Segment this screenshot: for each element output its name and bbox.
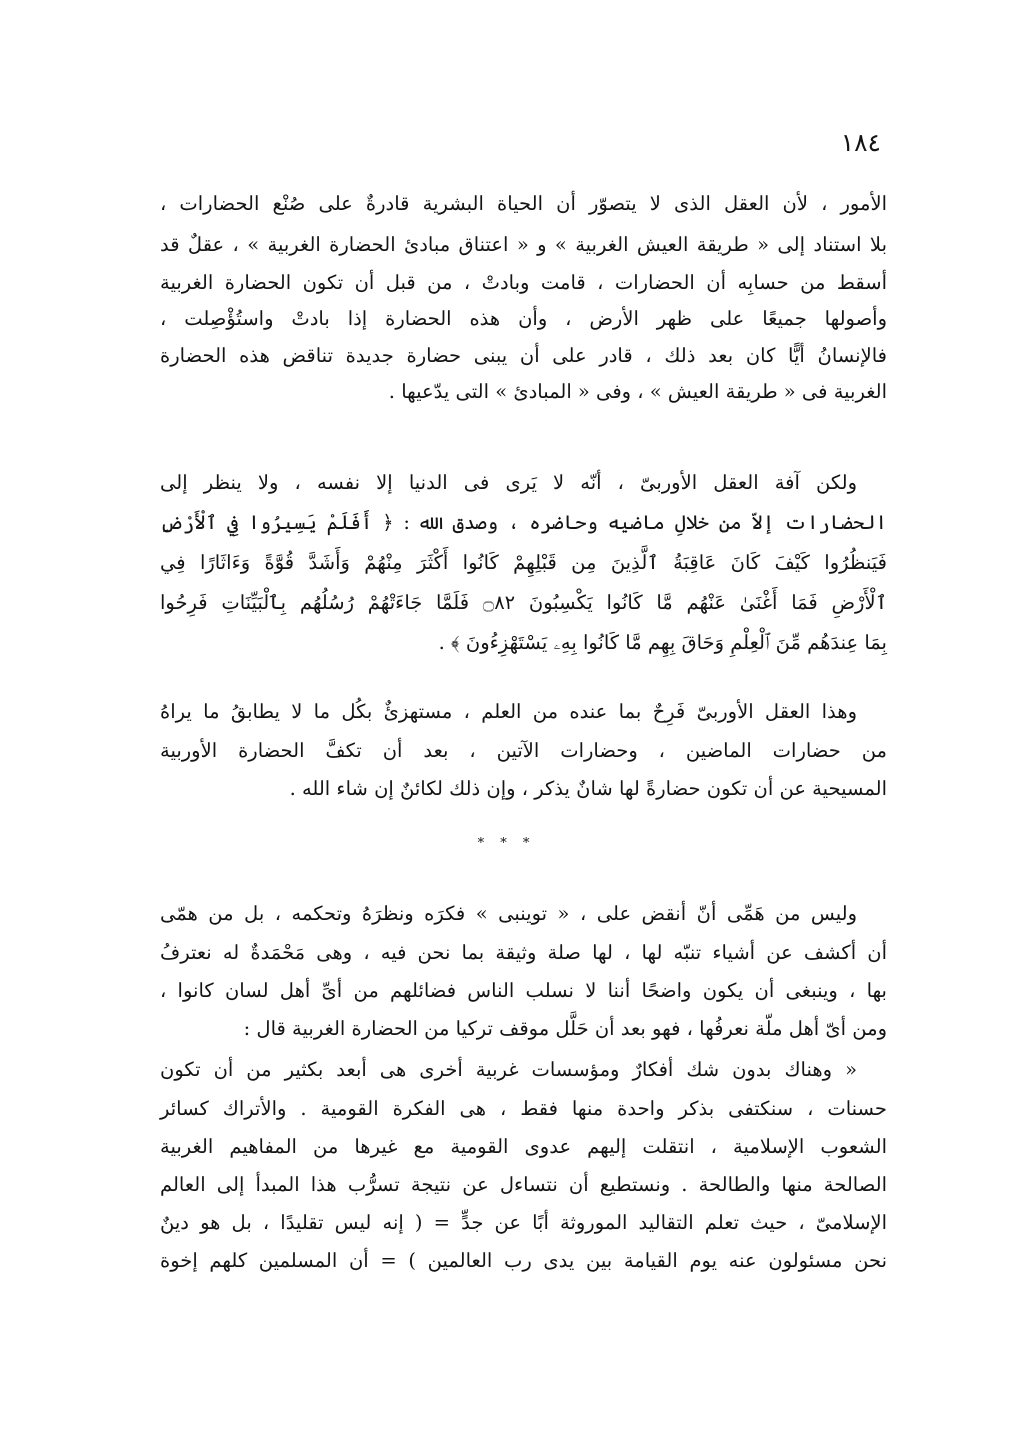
section-separator: * * * xyxy=(477,836,536,851)
text-line: الشعوب الإسلامية ، انتقلت إليهم عدوى القومية مع غيرها من المفاهيم الغربية xyxy=(160,1135,887,1158)
text-line: وأصولها جميعًا على ظهر الأرض ، وأن هذه الحضارة إذا بادتْ واستُؤْصِلت ، xyxy=(160,307,887,330)
paragraph-2 xyxy=(160,463,887,663)
text-line: الإسلامىّ ، حيث تعلم التقاليد الموروثة أبًا عن جدٍّ = ( إنه ليس تقليدًا ، بل هو دينٌ xyxy=(160,1211,887,1234)
text-line: بلا استناد إلى « طريقة العيش الغربية » و « اعتناق مبادئ الحضارة الغربية » ، عقلٌ قد xyxy=(160,233,887,256)
page-number: ١٨٤ xyxy=(840,128,881,157)
quran-verse-line: بِمَا عِندَهُم مِّنَ ٱلْعِلْمِ وَحَاقَ بِهِم مَّا كَانُوا بِهِۦ يَسْتَهْزِءُونَ ﴾ . xyxy=(438,631,887,654)
text-line: نحن مسئولون عنه يوم القيامة بين يدى رب العالمين ) = أن المسلمين كلهم إخوة xyxy=(160,1249,887,1272)
paragraph-3 xyxy=(160,692,887,808)
text-line: ومن أىّ أهل ملّة نعرفُها ، فهو بعد أن حَلَّل موقف تركيا من الحضارة الغربية قال : xyxy=(243,1017,887,1040)
text-line: وليس من هَمِّى أنّ أنقض على ، « توينبى » فكرَه ونظرَهُ وتحكمه ، بل من همّى xyxy=(160,902,857,925)
paragraph-4 xyxy=(160,894,887,1048)
quran-verse-line: فَيَنظُرُوا كَيْفَ كَانَ عَاقِبَةُ ٱلَّذِينَ مِن قَبْلِهِمْ كَانُوا أَكْثَرَ مِنْهُمْ وَأَشَدَّ قُوَّةً وَءَاثَارًا فِي xyxy=(160,551,887,574)
text-line: حسنات ، سنكتفى بذكر واحدة منها فقط ، هى الفكرة القومية . والأتراك كسائر xyxy=(160,1097,887,1120)
text-line: « وهناك بدون شك أفكارٌ ومؤسسات غربية أخرى هى أبعد بكثير من أن تكون xyxy=(160,1058,857,1081)
text-line: من حضارات الماضين ، وحضارات الآتين ، بعد أن تكفَّ الحضارة الأوربية xyxy=(160,739,887,762)
paragraph-1 xyxy=(160,183,887,410)
text-line: الصالحة منها والطالحة . ونستطيع أن نتساءل عن نتيجة تسرُّب هذا المبدأ إلى العالم xyxy=(160,1173,887,1196)
text-line: أسقط من حسابِه أن الحضارات ، قامت وبادتْ ، من قبل أن تكون الحضارة الغربية xyxy=(160,271,887,294)
text-line: ولكن آفة العقل الأوربىّ ، أنّه لا يَرى فى الدنيا إلا نفسه ، ولا ينظر إلى xyxy=(160,471,857,494)
text-line: وهذا العقل الأوربىّ فَرِحٌ بما عنده من العلم ، مستهزئٌ بكُل ما لا يطابقُ ما يراهُ xyxy=(160,700,857,723)
text-line: الأمور ، لأن العقل الذى لا يتصوّر أن الحياة البشرية قادرةٌ على صُنْع الحضارات ، xyxy=(160,192,887,215)
quran-verse-line: الحضارات إلاّ من خلالِ ماضيه وحاضره ، وصدق الله : ﴿ أَفَلَمْ يَسِيرُوا فِي ٱلْأَرْضِ xyxy=(160,511,887,534)
text-line: فالإنسانُ أيًّا كان بعد ذلك ، قادر على أن يبنى حضارة جديدة تناقض هذه الحضارة xyxy=(160,344,887,367)
text-line: أن أكشف عن أشياء تنبّه لها ، لها صلة وثيقة بما نحن فيه ، وهى مَحْمَدةٌ له نعترفُ xyxy=(160,941,887,964)
text-line: المسيحية عن أن تكون حضارةً لها شانٌ يذكر ، وإن ذلك لكائنٌ إن شاء الله . xyxy=(289,777,887,800)
text-line: الغربية فى « طريقة العيش » ، وفى « المبادئ » التى يدّعيها . xyxy=(388,380,887,403)
text-line: بها ، وينبغى أن يكون واضحًا أننا لا نسلب الناس فضائلهم من أىِّ أهل لسان كانوا ، xyxy=(160,979,887,1002)
paragraph-5-quotation xyxy=(160,1050,887,1280)
quran-verse-line: ٱلْأَرْضِ فَمَا أَغْنَىٰ عَنْهُم مَّا كَانُوا يَكْسِبُونَ ۝٨٢ فَلَمَّا جَاءَتْهُمْ رُسُلُهُم بِٱلْبَيِّنَاتِ فَرِحُوا xyxy=(160,591,888,614)
